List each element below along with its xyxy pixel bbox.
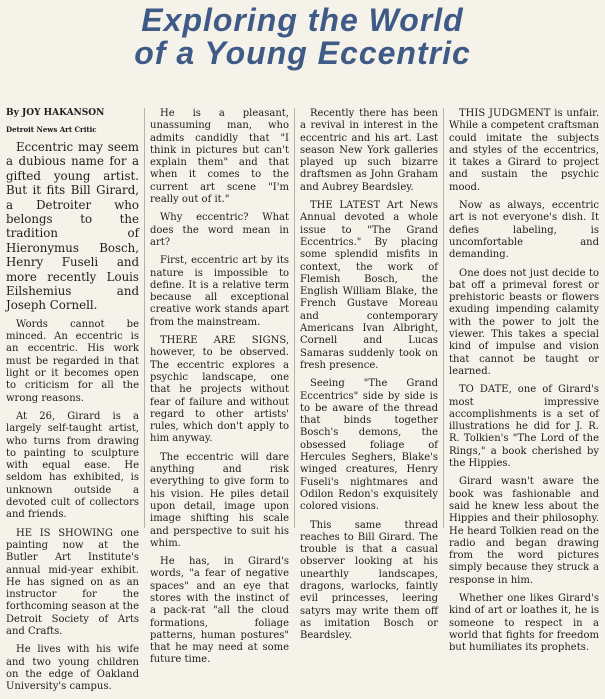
paragraph: Girard wasn't aware the book was fashionable and said he knew less about the Hippies and their philosophy. He heard Tolkien read on the radio and began drawing from the word pictures simply because they struck a response in him. [449,476,599,586]
paragraph: He has, in Girard's words, "a fear of negative spaces" and an eye that stores with the instinct of a pack-rat "all the cloud formations, foliage patterns, human postures" that he may need at some future time. [150,556,289,666]
headline-line-1: Exploring the World [141,2,464,38]
article-column-1 [6,108,139,699]
paragraph: The eccentric will dare anything and risk everything to give form to his vision. He piles detail upon detail, image upon image shifting his scale and perspective to suit his whim. [150,451,289,549]
paragraph: Whether one likes Girard's kind of art or loathes it, he is someone to respect in a world that fights for freedom but humiliates its prophets. [449,592,599,654]
paragraph: This same thread reaches to Bill Girard. The trouble is that a casual observer looking at his unearthly landscapes, dragons, warlocks, faintly evil princesses, leering satyrs may write them off as imitation Bosch or Beardsley. [300,519,438,642]
paragraph: One does not just decide to bat off a primeval forest or prehistoric beasts or flowers exuding impending calamity with the power to jolt the viewer. This takes a special kind of impulse and vision that cannot be taught or learned. [449,267,599,377]
paragraph: HE IS SHOWING one painting now at the Butler Art Institute's annual mid-year exhibit. He has signed on as an instructor for the forthcoming season at the Detroit Society of Arts and Crafts. [6,527,139,637]
paragraph: Recently there has been a revival in interest in the eccentric and his art. Last season New York galleries played up such bizarre draftsmen as John Graham and Aubrey Beardsley. [300,108,438,193]
paragraph: THIS JUDGMENT is unfair. While a competent craftsman could imitate the subjects and styles of the eccentrics, it takes a Girard to project and sustain the psychic mood. [449,108,599,193]
paragraph: Words cannot be minced. An eccentric is an eccentric. His work must be regarded in that light or it becomes open to criticism for all the wrong reasons. [6,318,139,404]
byline-author: By JOY HAKANSON [6,108,105,118]
article-column-3 [300,108,438,648]
byline-credit: Detroit News Art Critic [6,125,97,134]
article-column-2 [150,108,289,673]
paragraph: At 26, Girard is a largely self-taught artist, who turns from drawing to painting to sculpture with equal ease. He seldom has exhibited, is unknown outside a devoted cult of collectors and friends. [6,410,139,521]
lead-paragraph: Eccentric may seem a dubious name for a gifted young artist. But it fits Bill Girard, a Detroiter who belongs to the tradition of Hieronymus Bosch, Henry Fuseli and more recently Louis Eilshemius and Joseph Cornell. [6,140,139,313]
paragraph: Now as always, eccentric art is not everyone's dish. It defies labeling, is uncomfortable and demanding. [449,200,599,261]
paragraph: Why eccentric? What does the word mean in art? [150,212,289,248]
column-divider [443,108,444,528]
paragraph: TO DATE, one of Girard's most impressive accomplishments is a set of illustrations he did for J. R. R. Tolkien's "The Lord of the Rings," a book cherished by the Hippies. [449,384,599,470]
article-column-4 [449,108,599,660]
paragraph: Seeing "The Grand Eccentrics" side by side is to be aware of the thread that binds together Bosch's demons, the obsessed foliage of Hercules Seghers, Blake's winged creatures, Henry Fuseli's nightmares and Odilon Redon's exquisitely colored visions. [300,378,438,513]
paragraph: First, eccentric art by its nature is impossible to define. It is a relative term because all exceptional creative work stands apart from the mainstream. [150,255,289,328]
paragraph: He lives with his wife and two young children on the edge of Oakland University's campus. [6,644,139,693]
paragraph: THERE ARE SIGNS, however, to be observed. The eccentric explores a psychic landscape, one that he projects without fear of failure and without regard to other artists' rules, which don't apply to him anyway. [150,335,289,445]
paragraph: He is a pleasant, unassuming man, who admits candidly that "I think in pictures but can't explain them" and that when it comes to the current art scene "I'm really out of it." [150,108,289,206]
column-divider [144,108,145,528]
headline [0,4,605,70]
headline-line-2: of a Young Eccentric [134,35,471,71]
paragraph: THE LATEST Art News Annual devoted a whole issue to "The Grand Eccentrics." By placing some splendid misfits in context, the work of Flemish Bosch, the English William Blake, the French Gustave Moreau and contemporary Americans Ivan Albright, Cornell and Lucas Samaras suddenly took on fresh presence. [300,200,438,371]
column-divider [294,108,295,528]
